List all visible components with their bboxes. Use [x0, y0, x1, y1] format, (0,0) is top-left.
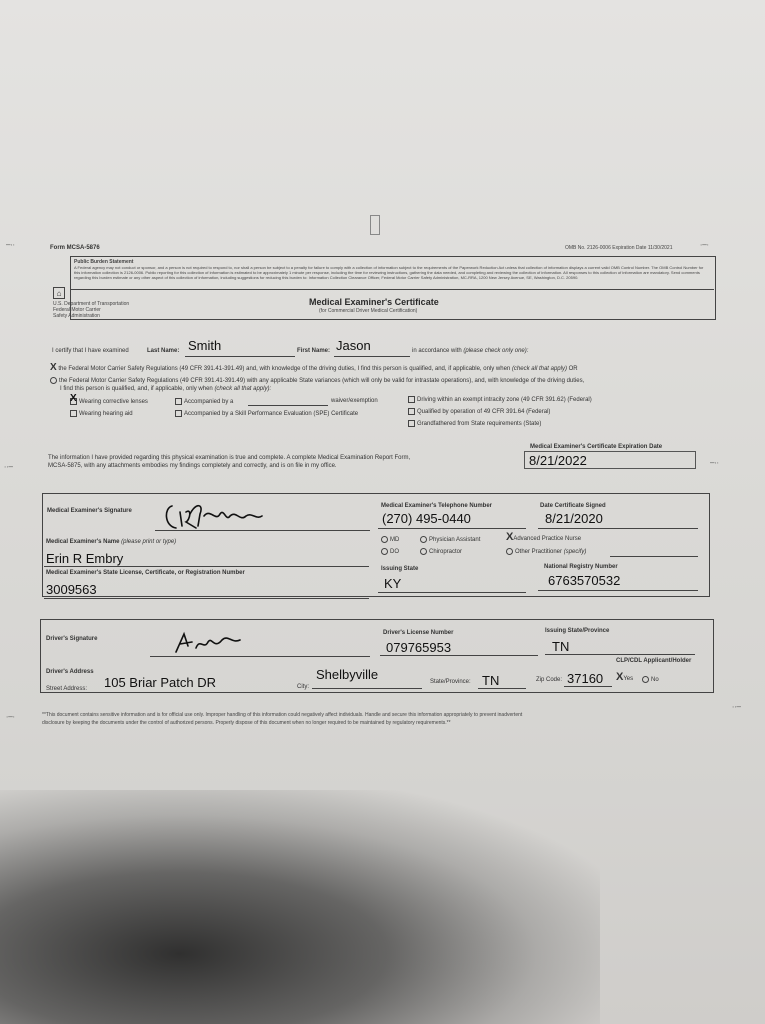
condition-intracity[interactable] [408, 396, 592, 404]
clp-yes[interactable] [616, 671, 634, 683]
clp-yes-label: Yes [623, 676, 634, 682]
x-mark-icon: X [616, 671, 624, 683]
header-box [53, 256, 716, 320]
condition-grandfathered[interactable] [408, 420, 541, 428]
driver-address-label: Driver's Address [46, 669, 94, 675]
condition-waiver-label: waiver/exemption [331, 398, 378, 404]
underline [44, 566, 369, 567]
burden-title: Public Burden Statement [74, 259, 134, 265]
burden-text: A Federal agency may not conduct or sponsor, and a person is not required to respond to, nor shall a person be subject to a penalty for failure to comply with a collection of information subject to the requirements of the Paperwork Reduction Act unless that collection of information displays a current valid OMB Control Number. The OMB Control Number for this information collection is 2126-0006. Public reporting for this collection of information is estimated to be approximately 1 minute per response, including the time for reviewing instructions, gathering the data needed, and completing and reviewing the collection of information. All responses to this collection of information are mandatory. Send comments regarding this burden estimate or any other aspect of this collection of information, including suggestions for reducing this burden to: Information Collection Clearance Officer, Federal Motor Carrier Safety Administration, MC-RRA, 1200 New Jersey Avenue, SE, Washington, D.C. 20590. [74, 265, 704, 280]
state-value: TN [482, 673, 500, 688]
statement-line2: MCSA-5875, with any attachments embodies my findings completely and correctly, and is on file in my office. [48, 463, 337, 469]
footer-notice-line2: disclosure by keeping the documents under the control of authorized persons. Properly dispose of this document when no longer required to be maintained by regulatory requirements.** [42, 720, 451, 726]
street-value: 105 Briar Patch DR [104, 675, 216, 690]
option-md[interactable] [381, 536, 399, 544]
date-signed-label: Date Certificate Signed [540, 503, 606, 509]
margin-mark: ∙–∙ [700, 240, 709, 249]
option-state-line2 [60, 386, 271, 393]
option-pa-label: Physician Assistant [429, 537, 481, 544]
underline [538, 528, 698, 529]
option-state-text: the Federal Motor Carrier Safety Regulations (49 CFR 391.41-391.49) with any applicable State variances (which will only be valid for intrastate operations), and, with knowledge of the driving duties, [59, 378, 585, 385]
first-name-label: First Name: [297, 348, 331, 354]
zip-label: Zip Code: [536, 677, 563, 683]
underline [538, 590, 698, 591]
option-do-label: DO [390, 549, 399, 556]
license-label: Medical Examiner's State License, Certificate, or Registration Number [46, 570, 245, 576]
option-other-label: Other Practitioner [515, 549, 563, 556]
checkbox[interactable] [408, 396, 415, 403]
state-label: State/Province: [430, 679, 471, 685]
driver-signature [170, 628, 250, 658]
certify-lead: I certify that I have examined [52, 348, 129, 354]
checkbox[interactable] [70, 410, 77, 417]
option-other[interactable] [506, 548, 586, 556]
driver-license-value: 079765953 [386, 640, 452, 655]
agency-line1: U.S. Department of Transportation [53, 301, 130, 307]
condition-accompanied[interactable] [175, 398, 233, 406]
radio-state[interactable] [50, 377, 57, 384]
checkbox[interactable] [408, 408, 415, 415]
underline [334, 356, 410, 357]
staple-mark [370, 215, 380, 235]
expiration-field [524, 451, 696, 469]
examiner-name-label-text: Medical Examiner's Name [46, 539, 120, 545]
certify-tail-text: in accordance with [412, 348, 462, 354]
agency-line3: Safety Administration [53, 313, 100, 319]
underline [155, 530, 370, 531]
dot-logo-icon: ⌂ [53, 287, 65, 299]
condition-lenses-label: Wearing corrective lenses [79, 399, 148, 406]
option-fmcsr-text: the Federal Motor Carrier Safety Regulations (49 CFR 391.41-391.49) and, with knowledge of the driving duties, I find this person is qualified, and, if applicable, only when [58, 366, 511, 372]
underline [378, 528, 526, 529]
issuing-state-value: KY [384, 576, 402, 591]
option-other-italic: (specify) [563, 549, 587, 556]
underline [312, 688, 422, 689]
first-name-value: Jason [336, 338, 371, 353]
condition-hearing[interactable] [70, 410, 133, 418]
checkbox[interactable] [408, 420, 415, 427]
condition-grandfathered-label: Grandfathered from State requirements (State) [417, 421, 542, 428]
checkbox-checked[interactable] [70, 398, 77, 405]
condition-lenses[interactable] [70, 398, 148, 406]
examiner-phone-value: (270) 495-0440 [382, 511, 471, 526]
last-name-value: Smith [188, 338, 222, 353]
margin-mark: –∙∙ [6, 240, 15, 249]
option-chiro-label: Chiropractor [429, 549, 463, 556]
radio[interactable] [420, 536, 427, 543]
street-label: Street Address: [46, 686, 88, 692]
option-state2-text: I find this person is qualified, and, if applicable, only when [60, 386, 213, 392]
option-fmcsr-or: OR [568, 366, 578, 372]
city-value: Shelbyville [316, 667, 379, 682]
form-number: Form MCSA-5876 [50, 245, 100, 251]
condition-hearing-label: Wearing hearing aid [79, 411, 133, 418]
examiner-name-value: Erin R Embry [46, 551, 124, 566]
radio[interactable] [506, 548, 513, 555]
license-value: 3009563 [46, 582, 97, 597]
agency-line2: Federal Motor Carrier [53, 307, 101, 313]
margin-mark: ∙–∙ [6, 712, 15, 721]
examiner-signature-label: Medical Examiner's Signature [47, 508, 132, 514]
driver-license-label: Driver's License Number [383, 630, 454, 636]
condition-intracity-label: Driving within an exempt intracity zone (49 CFR 391.62) (Federal) [417, 397, 592, 404]
date-signed-value: 8/21/2020 [545, 511, 603, 526]
footer-notice-line1: **This document contains sensitive information and is for official use only. Improper handling of this information could negatively affect individuals. Handle and secure this information appropriately to prevent inadvertent [42, 712, 523, 718]
expiration-label: Medical Examiner's Certificate Expiration Date [530, 444, 663, 450]
radio[interactable] [381, 536, 388, 543]
clp-label: CLP/CDL Applicant/Holder [616, 658, 692, 664]
underline [44, 598, 369, 599]
certificate-title: Medical Examiner's Certificate [309, 297, 439, 307]
option-apn[interactable] [506, 531, 582, 543]
hand-shadow [0, 790, 600, 1024]
x-mark-icon: X [50, 362, 57, 373]
condition-spe-label: Accompanied by a Skill Performance Evaluation (SPE) Certificate [184, 411, 359, 418]
certify-tail-italic: (please check only one): [463, 348, 529, 354]
condition-spe[interactable] [175, 410, 358, 418]
statement-line1: The information I have provided regarding this physical examination is true and complete. A complete Medical Examination Report Form, [48, 455, 411, 461]
margin-mark: –∙∙ [710, 458, 719, 467]
underline [478, 688, 526, 689]
clp-no[interactable] [642, 676, 659, 684]
city-label: City: [297, 684, 309, 690]
last-name-label: Last Name: [147, 348, 180, 354]
underline [248, 405, 328, 406]
underline [545, 654, 695, 655]
option-md-label: MD [390, 537, 400, 544]
expiration-value: 8/21/2022 [529, 453, 587, 468]
margin-mark: ∙∙– [4, 462, 13, 471]
underline [150, 656, 370, 657]
registry-label: National Registry Number [544, 564, 618, 570]
option-fmcsr[interactable] [50, 364, 690, 373]
radio[interactable] [642, 676, 649, 683]
underline [564, 686, 612, 687]
radio[interactable] [381, 548, 388, 555]
x-mark-icon: X [506, 531, 514, 543]
omb-number: OMB No. 2126-0006 Expiration Date 11/30/2021 [565, 245, 673, 251]
checkbox[interactable] [175, 410, 182, 417]
license-state-value: TN [552, 639, 570, 654]
option-fmcsr-italic: (check all that apply) [511, 366, 567, 372]
option-apn-label: Advanced Practice Nurse [513, 536, 582, 542]
registry-value: 6763570532 [548, 573, 621, 588]
license-state-label: Issuing State/Province [545, 628, 610, 634]
examiner-name-label-italic: (please print or type) [121, 539, 177, 545]
issuing-state-label: Issuing State [381, 566, 419, 572]
zip-value: 37160 [567, 671, 604, 686]
condition-combination-label: Qualified by operation of 49 CFR 391.64 (Federal) [417, 409, 551, 416]
driver-signature-label: Driver's Signature [46, 636, 98, 642]
divider [71, 289, 714, 290]
underline [185, 356, 295, 357]
underline [96, 692, 281, 693]
option-state2-italic: (check all that apply): [214, 386, 272, 392]
option-do[interactable] [381, 548, 399, 556]
option-state[interactable] [50, 377, 695, 385]
examiner-name-label [46, 539, 176, 545]
underline [610, 556, 698, 557]
condition-combination[interactable] [408, 408, 550, 416]
option-pa[interactable] [420, 536, 480, 544]
option-chiro[interactable] [420, 548, 462, 556]
examiner-phone-label: Medical Examiner's Telephone Number [381, 503, 493, 509]
radio[interactable] [420, 548, 427, 555]
checkbox[interactable] [175, 398, 182, 405]
underline [380, 655, 538, 656]
condition-accompanied-label: Accompanied by a [184, 399, 234, 406]
certificate-subtitle: (for Commercial Driver Medical Certification) [319, 308, 418, 314]
examiner-signature [160, 498, 275, 532]
clp-no-label: No [651, 677, 659, 684]
margin-mark: ∙∙– [732, 702, 741, 711]
underline [378, 592, 526, 593]
certify-tail [412, 348, 528, 355]
